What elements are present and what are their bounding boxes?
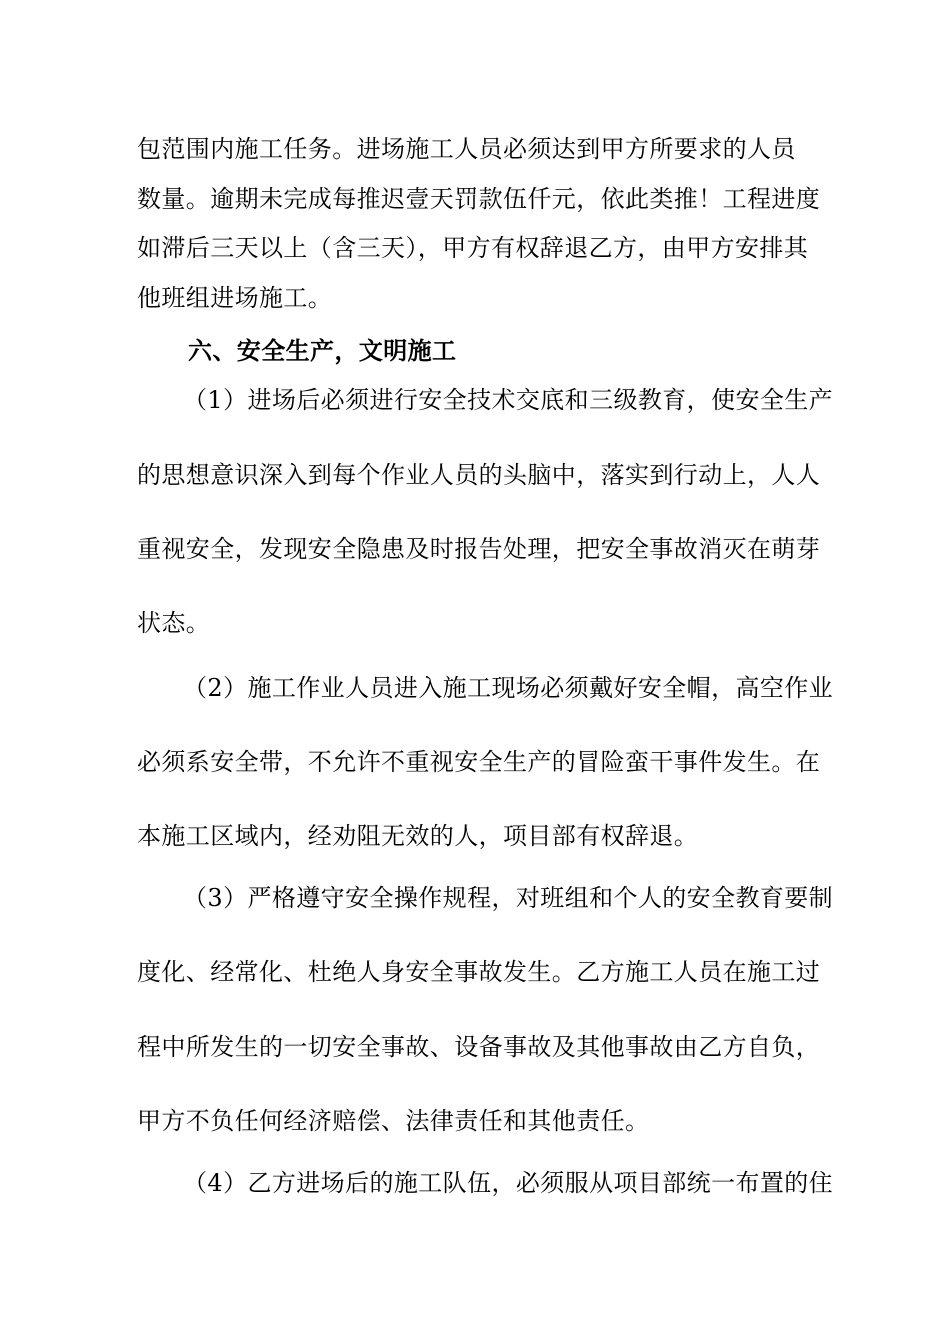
paragraph-line: 他班组进场施工。 <box>137 284 333 312</box>
paragraph-line: （3）严格遵守安全操作规程，对班组和个人的安全教育要制 <box>183 884 834 912</box>
paragraph-line: 甲方不负任何经济赔偿、法律责任和其他责任。 <box>137 1107 650 1135</box>
paragraph-line: （4）乙方进场后的施工队伍，必须服从项目部统一布置的住 <box>183 1169 834 1197</box>
paragraph-line: 度化、经常化、杜绝人身安全事故发生。乙方施工人员在施工过 <box>137 958 821 986</box>
paragraph-line: 本施工区域内，经劝阻无效的人，项目部有权辞退。 <box>137 822 699 850</box>
paragraph-line: （2）施工作业人员进入施工现场必须戴好安全帽，高空作业 <box>183 674 834 702</box>
paragraph-line: 的思想意识深入到每个作业人员的头脑中，落实到行动上，人人 <box>137 461 821 489</box>
paragraph-line: 必须系安全带，不允许不重视安全生产的冒险蛮干事件发生。在 <box>137 748 821 776</box>
paragraph-line: 重视安全，发现安全隐患及时报告处理，把安全事故消灭在萌芽 <box>137 535 821 563</box>
paragraph-line: （1）进场后必须进行安全技术交底和三级教育，使安全生产 <box>183 386 834 414</box>
paragraph-line: 程中所发生的一切安全事故、设备事故及其他事故由乙方自负， <box>137 1033 821 1061</box>
paragraph-line: 包范围内施工任务。进场施工人员必须达到甲方所要求的人员 <box>137 135 796 163</box>
paragraph-line: 状态。 <box>137 609 211 637</box>
section-heading: 六、安全生产，文明施工 <box>188 336 457 365</box>
paragraph-line: 如滞后三天以上（含三天），甲方有权辞退乙方，由甲方安排其 <box>137 234 809 262</box>
paragraph-line: 数量。逾期未完成每推迟壹天罚款伍仟元，依此类推！工程进度 <box>137 185 821 213</box>
